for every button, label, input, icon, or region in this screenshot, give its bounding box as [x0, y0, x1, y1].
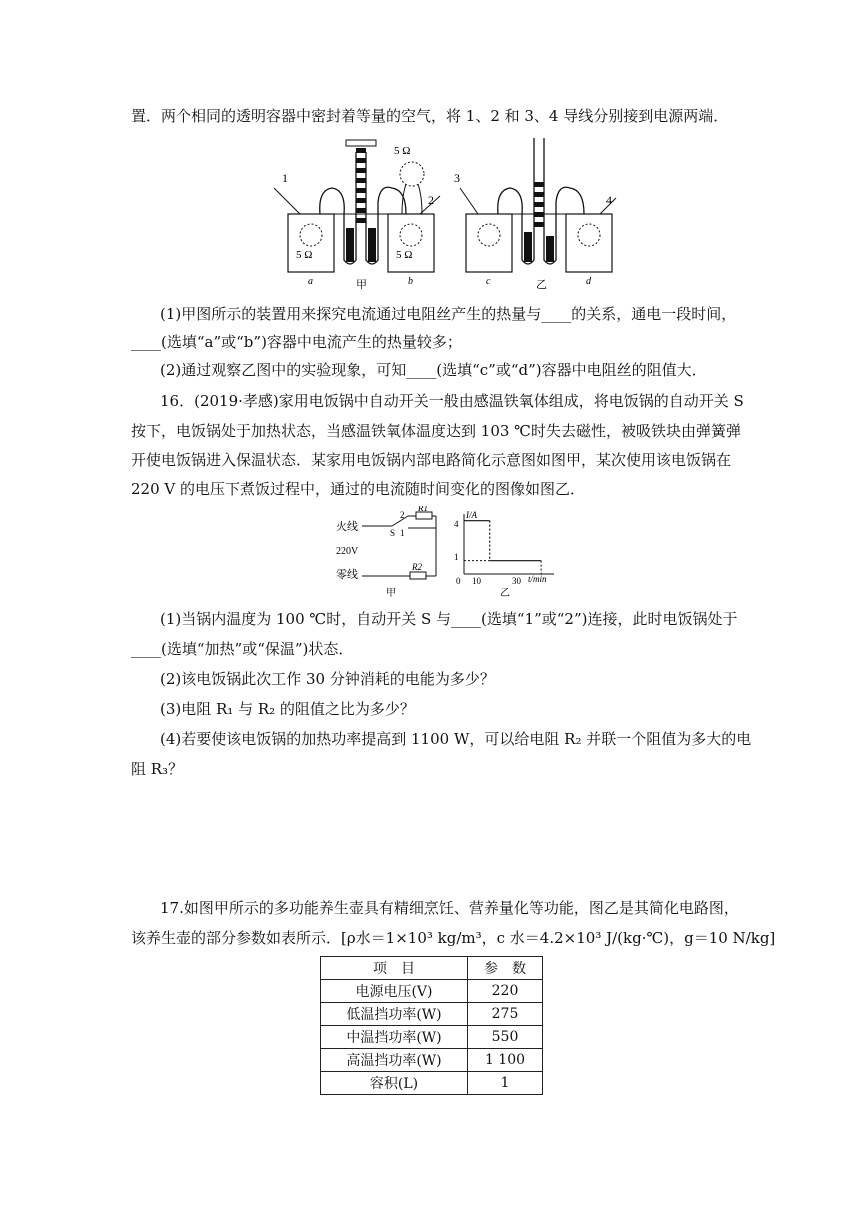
resistor-b-label: 5 Ω [396, 249, 413, 261]
table-header-value: 参 数 [468, 957, 543, 980]
caption-jia: 甲 [356, 279, 367, 291]
x-axis-label: t/min [528, 574, 547, 584]
container-c-label: c [486, 276, 491, 287]
text-line: ____(选填“a”或“b”)容器中电流产生的热量较多； [131, 333, 462, 351]
wire-label-4: 4 [606, 193, 612, 207]
contact-1-label: 1 [400, 528, 405, 538]
circuit-figure [334, 506, 454, 602]
x-tick-0: 0 [456, 576, 461, 586]
y-tick-1: 1 [454, 552, 459, 562]
text-line: 按下，电饭锅处于加热状态，当感温铁氧体温度达到 103 ℃时失去磁性，被吸铁块由弹簧弹 [131, 422, 741, 440]
container-d [566, 214, 612, 272]
container-d-label: d [586, 276, 591, 287]
table-cell: 1 100 [468, 1049, 543, 1072]
text-line: (3)电阻 R₁ 与 R₂ 的阻值之比为多少？ [160, 700, 415, 718]
ext-resistor-label: 5 Ω [394, 145, 411, 157]
text-line: (4)若要使该电饭锅的加热功率提高到 1100 W，可以给电阻 R₂ 并联一个阻值为多大的电 [160, 730, 752, 748]
table-cell: 低温挡功率(W) [321, 1003, 468, 1026]
table-header-row [321, 957, 543, 980]
table-row [321, 980, 543, 1003]
table-row [321, 1003, 543, 1026]
parameter-table [320, 956, 543, 1095]
container-a [288, 214, 334, 272]
table-header-item: 项 目 [321, 957, 468, 980]
text-line: 置．两个相同的透明容器中密封着等量的空气，将 1、2 和 3、4 导线分别接到电源两端． [131, 107, 729, 125]
table-cell: 电源电压(V) [321, 980, 468, 1003]
table-cell: 中温挡功率(W) [321, 1026, 468, 1049]
text-line: 开使电饭锅进入保温状态．某家用电饭锅内部电路简化示意图如图甲，某次使用该电饭锅在 [131, 451, 732, 469]
text-line: 阻 R₃？ [131, 760, 184, 778]
circuit-caption: 甲 [386, 588, 396, 598]
table-cell: 275 [468, 1003, 543, 1026]
text-line: ____(选填“加热”或“保温”)状态． [131, 640, 354, 658]
text-line: 220 V 的电压下煮饭过程中，通过的电流随时间变化的图像如图乙． [131, 480, 586, 498]
neutral-wire-label: 零线 [336, 569, 358, 581]
table-cell: 1 [468, 1072, 543, 1095]
wire-label-1: 1 [282, 171, 288, 185]
y-axis-label: I/A [466, 510, 477, 520]
voltage-label: 220V [336, 546, 359, 557]
current-time-graph [450, 508, 560, 602]
container-b [388, 214, 434, 272]
y-tick-4: 4 [454, 519, 459, 529]
wire-label-2: 2 [428, 193, 434, 207]
table-row [321, 1049, 543, 1072]
contact-2-label: 2 [400, 510, 405, 520]
table-cell: 220 [468, 980, 543, 1003]
graph-caption: 乙 [500, 588, 510, 598]
resistor-a-label: 5 Ω [296, 249, 313, 261]
text-line: (1)当锅内温度为 100 ℃时，自动开关 S 与____(选填“1”或“2”)连接，此时电饭锅处于 [160, 610, 738, 628]
caption-yi: 乙 [536, 279, 547, 291]
wire-label-3: 3 [454, 171, 460, 185]
x-tick-30: 30 [512, 576, 521, 586]
r2-label: R2 [412, 562, 422, 572]
text-line: 该养生壶的部分参数如表所示．[ρ水＝1×10³ kg/m³，c 水＝4.2×10³ J/(kg·℃)，g＝10 N/kg] [131, 929, 776, 947]
container-a-label: a [308, 276, 313, 287]
container-b-label: b [408, 276, 413, 287]
text-line: 17.如图甲所示的多功能养生壶具有精细烹饪、营养量化等功能，图乙是其简化电路图， [160, 899, 739, 917]
table-row [321, 1072, 543, 1095]
u-tube-figure [270, 132, 630, 296]
table-cell: 容积(L) [321, 1072, 468, 1095]
table-cell: 高温挡功率(W) [321, 1049, 468, 1072]
text-line: (1)甲图所示的装置用来探究电流通过电阻丝产生的热量与____的关系，通电一段时间， [160, 305, 737, 323]
text-line: (2)通过观察乙图中的实验现象，可知____(选填“c”或“d”)容器中电阻丝的阻值大． [160, 361, 707, 379]
table-cell: 550 [468, 1026, 543, 1049]
text-line: (2)该电饭锅此次工作 30 分钟消耗的电能为多少？ [160, 670, 495, 688]
x-tick-10: 10 [472, 576, 481, 586]
table-row [321, 1026, 543, 1049]
text-line: 16．(2019·孝感)家用电饭锅中自动开关一般由感温铁氧体组成，将电饭锅的自动开关 S [160, 392, 744, 410]
live-wire-label: 火线 [336, 521, 358, 533]
r1-label: R1 [418, 506, 428, 513]
switch-label: S [390, 528, 396, 538]
container-c [466, 214, 512, 272]
